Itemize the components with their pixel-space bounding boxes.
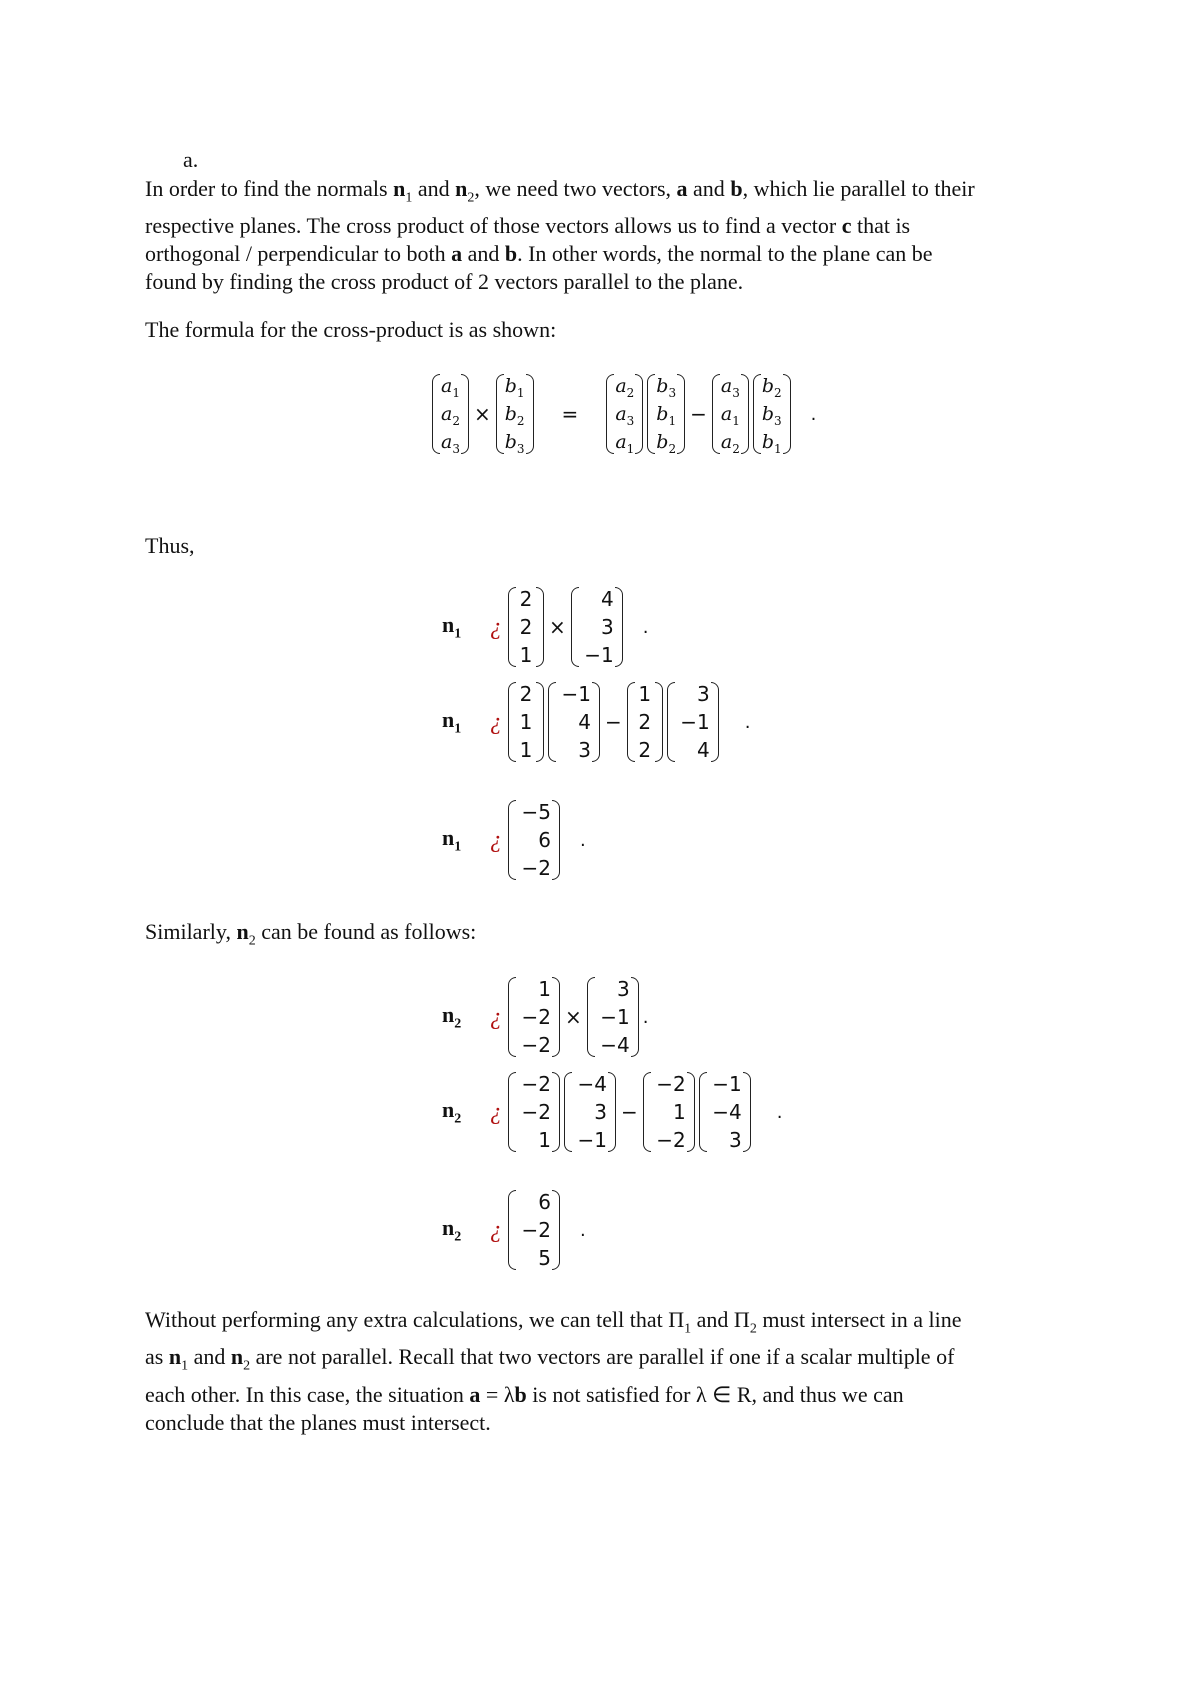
vec-cell: −4 [600,1033,630,1057]
vec-cell: −2 [656,1072,686,1096]
equals-glyph: ¿ [490,613,502,640]
vec-cell: $b_1$ [761,431,782,456]
n2-lhs: $n_2$ [442,1096,462,1127]
intro-line-2: respective planes. The cross product of those vectors allows us to find a vector c that is [145,213,911,239]
vec-cell: 2 [638,738,652,762]
vec-cell: 4 [578,710,591,734]
end-dot: . [642,616,649,638]
vec-cell: −4 [577,1072,607,1096]
vec-cell: −2 [521,1005,551,1029]
vec-cell: −2 [521,1033,551,1057]
vec-cell: $b_2$ [656,431,677,456]
vector [643,1070,695,1154]
n2-lhs: $n_2$ [442,1001,462,1032]
vec-cell: 1 [519,643,533,667]
intro-line-4: found by finding the cross product of 2 vectors parallel to the plane. [145,269,744,295]
vec-cell: 2 [519,615,533,639]
vector [699,1070,751,1154]
minus-operator: − [605,710,622,734]
n2-lhs: $n_2$ [442,1214,462,1245]
vector [508,1188,560,1272]
vec-cell: 4 [697,738,710,762]
vec-cell: 1 [538,977,551,1001]
n1-lhs: $n_1$ [442,824,462,855]
vector-a [432,372,469,456]
vec-cell: $b_3$ [761,403,782,428]
vec-cell: 3 [617,977,630,1001]
end-dot: . [810,403,817,425]
n1-lhs: $n_1$ [442,611,462,642]
vec-cell: 1 [519,710,533,734]
n1-equation-row-1 [442,585,649,669]
item-label: a. [183,147,199,172]
vec-cell: 1 [538,1128,551,1152]
vec-cell: 3 [601,615,614,639]
vector [627,680,663,764]
vec-cell: 2 [519,587,533,611]
vec-cell: $a_1$ [720,403,740,428]
vec-cell: $b_3$ [656,375,677,400]
vec-cell: −4 [712,1100,742,1124]
thus-label: Thus, [145,533,195,558]
vec-cell: 1 [673,1100,686,1124]
vec-cell: −2 [521,1072,551,1096]
conclusion-line-1: Without performing any extra calculations, we can tell that $\Pi_1$ and $\Pi_2$ must intersect in a line [145,1307,962,1337]
result-vector-1 [606,372,643,456]
end-dot: . [580,829,586,851]
conclusion-line-3: each other. In this case, the situation a = λb is not satisfied for λ ∈ R, and thus we can [145,1381,904,1407]
vec-cell: $b_3$ [504,431,525,456]
equals-glyph: ¿ [490,1003,502,1030]
vec-cell: $b_2$ [504,403,525,428]
vec-cell: 1 [638,682,652,706]
vec-cell: −1 [600,1005,630,1029]
equals-operator: = [561,402,579,426]
vec-cell: 6 [538,828,551,852]
vec-cell: $a_3$ [720,375,740,400]
vec-cell: −5 [521,800,551,824]
vec-cell: $a_3$ [615,403,635,428]
vector [667,680,719,764]
equals-glyph: ¿ [490,826,502,853]
vec-cell: $a_3$ [441,431,460,456]
vec-cell: 5 [538,1246,551,1270]
vector [571,585,623,669]
n2-equation-row-3 [442,1188,586,1272]
times-operator: × [473,402,491,426]
cross-product-formula [430,372,816,456]
similarly-line: Similarly, $n_2$ can be found as follows: [145,919,477,949]
equals-glyph: ¿ [490,708,502,735]
conclusion-line-4: conclude that the planes must intersect. [145,1409,491,1435]
result-vector-2 [647,372,685,456]
equals-glyph: ¿ [490,1216,502,1243]
vec-cell: −1 [577,1128,607,1152]
times-operator: × [549,615,566,639]
vec-cell: 3 [594,1100,607,1124]
vec-cell: $b_1$ [656,403,677,428]
vector [508,1070,560,1154]
n1-equation-row-2 [442,680,751,764]
vector [564,1070,616,1154]
vec-cell: −2 [521,856,551,880]
vec-cell: −2 [521,1218,551,1242]
end-dot: . [744,711,751,733]
vector [508,798,560,882]
formula-intro: The formula for the cross-product is as shown: [145,317,557,342]
vec-cell: −1 [584,643,614,667]
intro-line-1: In order to find the normals $n_1$ and $n_2$, we need two vectors, a and b, which lie parallel to their [145,176,975,206]
equals-glyph: ¿ [490,1098,502,1125]
vec-cell: 6 [538,1190,551,1214]
vec-cell: $a_1$ [441,375,460,400]
vec-cell: 4 [601,587,614,611]
vec-cell: $b_1$ [504,375,525,400]
n2-equation-row-1 [442,975,649,1059]
vec-cell: $a_2$ [441,403,460,428]
intro-line-3: orthogonal / perpendicular to both a and b. In other words, the normal to the plane can be [145,241,933,267]
times-operator: × [565,1005,582,1029]
end-dot: . [776,1101,783,1123]
vector [587,975,639,1059]
vec-cell: −2 [521,1100,551,1124]
end-dot: . [580,1219,586,1241]
vec-cell: 1 [519,738,533,762]
vector [508,585,544,669]
n2-equation-row-2 [442,1070,783,1154]
vec-cell: 3 [697,682,710,706]
vec-cell: −2 [656,1128,686,1152]
vec-cell: 2 [638,710,652,734]
conclusion-paragraph [145,1306,1075,1437]
vec-cell: 3 [578,738,591,762]
intro-paragraph [145,175,1075,296]
end-dot: . [642,1006,649,1028]
minus-operator: − [621,1100,638,1124]
vector [508,680,544,764]
conclusion-line-2: as $n_1$ and $n_2$ are not parallel. Recall that two vectors are parallel if one if a scalar multiple of [145,1344,955,1374]
vec-cell: −1 [561,682,591,706]
vec-cell: −1 [712,1072,742,1096]
vec-cell: 2 [519,682,533,706]
vector-b [496,372,534,456]
vector [508,975,560,1059]
result-vector-4 [753,372,791,456]
vec-cell: −1 [680,710,710,734]
minus-operator: − [690,402,707,426]
vec-cell: $b_2$ [761,375,782,400]
n1-lhs: $n_1$ [442,706,462,737]
vec-cell: $a_2$ [720,431,740,456]
vec-cell: $a_1$ [615,431,635,456]
n1-equation-row-3 [442,798,586,882]
vec-cell: $a_2$ [615,375,635,400]
vec-cell: 3 [729,1128,742,1152]
vector [548,680,600,764]
result-vector-3 [712,372,749,456]
